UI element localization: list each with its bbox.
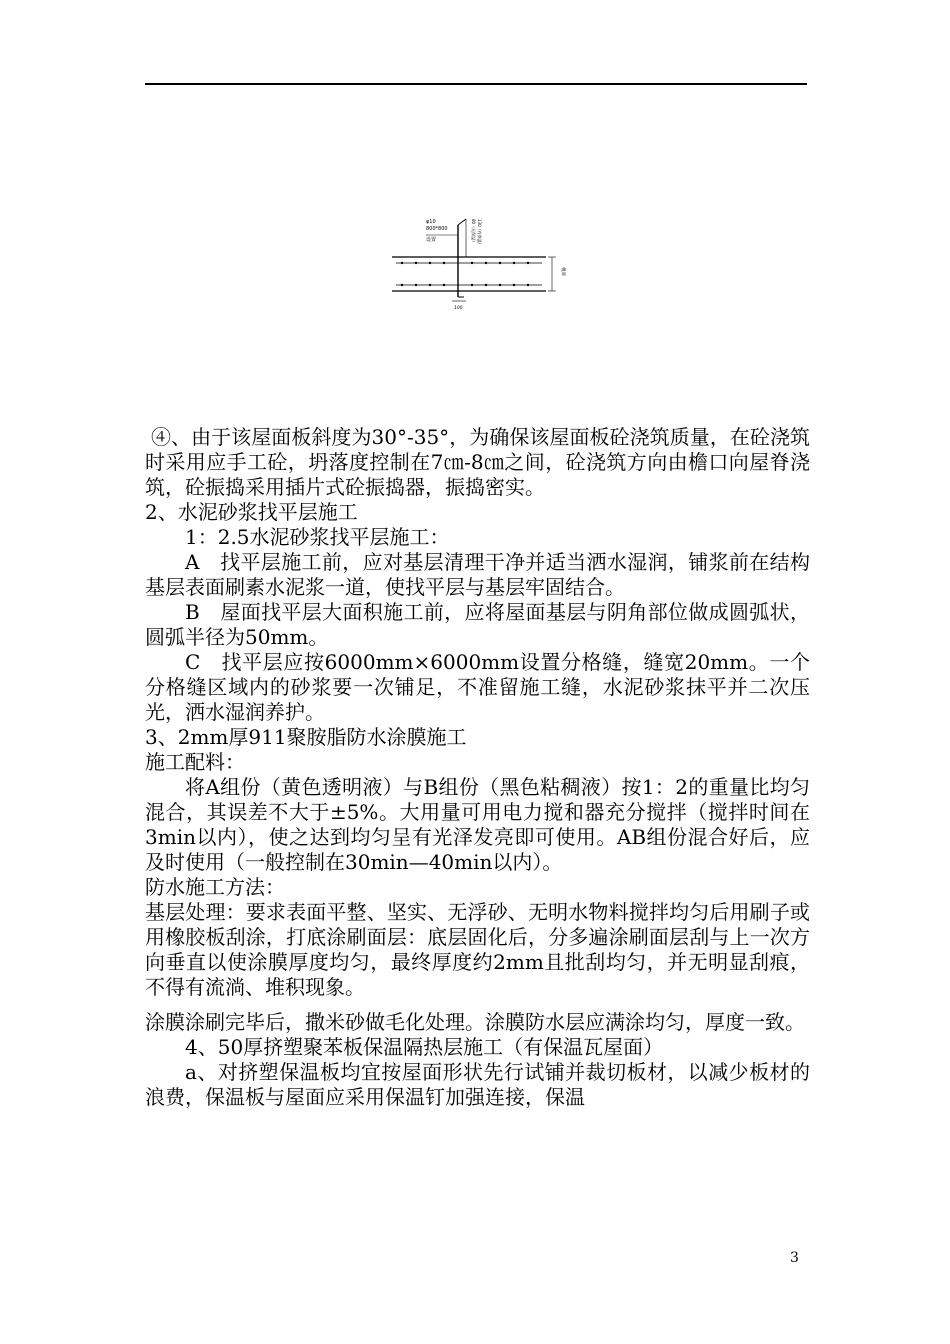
subheading-batching: 施工配料：	[145, 750, 245, 774]
label-bottom: 100	[454, 306, 463, 311]
paragraph-item-a: A 找平层施工前，应对基层清理干净并适当洒水湿润，铺浆前在结构基层表面刷素水泥浆一道，使找平层与基层牢固结合。	[145, 550, 810, 599]
label-spacing: 800*800	[426, 226, 448, 232]
slab-section-drawing	[386, 205, 576, 315]
paragraph-batching: 将A组份（黄色透明液）与B组份（黑色粘稠液）按1：2的重量比均匀混合，其误差不大于±5%。大用量可用电力搅和器充分搅拌（搅拌时间在3min以内），使之达到均匀呈有光泽发亮即可使用。AB组份混合好后，应及时使用（一般控制在30min—40min以内）。	[145, 775, 810, 874]
label-dim1: 80（无保温）	[471, 219, 476, 245]
label-thickness: 板厚	[560, 267, 565, 276]
label-setting: 设置	[426, 237, 437, 243]
section-heading-insulation: 4、50厚挤塑聚苯板保温隔热层施工（有保温瓦屋面）	[185, 1035, 664, 1059]
subheading-mortar-ratio: 1：2.5水泥砂浆找平层施工：	[185, 525, 450, 549]
body-text	[145, 425, 810, 1110]
paragraph-item-c: C 找平层应按6000mm×6000mm设置分格缝，缝宽20mm。一个分格缝区域内的砂浆要一次铺足，不准留施工缝，水泥砂浆抹平并二次压光，洒水湿润养护。	[145, 650, 810, 724]
paragraph-item-b: B 屋面找平层大面积施工前，应将屋面基层与阴角部位做成圆弧状，圆弧半径为50mm。	[145, 600, 810, 649]
subheading-method: 防水施工方法：	[145, 875, 285, 899]
anchor-hook	[458, 219, 466, 225]
page-number: 3	[790, 1250, 799, 1266]
paragraph-slab-pouring: ④、由于该屋面板斜度为30°-35°，为确保该屋面板砼浇筑质量，在砼浇筑时采用应手工砼，坍落度控制在7㎝-8㎝之间，砼浇筑方向由檐口向屋脊浇筑，砼振捣采用插片式砼振捣器，振捣密实。	[145, 425, 810, 499]
paragraph-sanding: 涂膜涂刷完毕后，撒米砂做毛化处理。涂膜防水层应满涂均匀，厚度一致。	[145, 1010, 805, 1034]
section-heading-waterproof: 3、2mm厚911聚胺脂防水涂膜施工	[145, 725, 467, 749]
paragraph-base-treatment: 基层处理：要求表面平整、坚实、无浮砂、无明水物料搅拌均匀后用刷子或用橡胶板刮涂，打底涂刷面层：底层固化后，分多遍涂刷面层刮与上一次方向垂直以使涂膜厚度均匀，最终厚度约2mm且批刮均匀，并无明显刮痕，不得有流淌、堆积现象。	[145, 900, 810, 999]
header-rule	[145, 83, 807, 85]
label-dim2: 130（有保温）	[477, 219, 482, 247]
label-rebar: φ10	[426, 219, 436, 225]
paragraph-item-a-insulation: a、对挤塑保温板均宜按屋面形状先行试铺并裁切板材，以减少板材的浪费，保温板与屋面应采用保温钉加强连接，保温	[145, 1060, 810, 1109]
slab-section-figure	[386, 205, 576, 315]
section-heading-leveling: 2、水泥砂浆找平层施工	[145, 500, 358, 524]
